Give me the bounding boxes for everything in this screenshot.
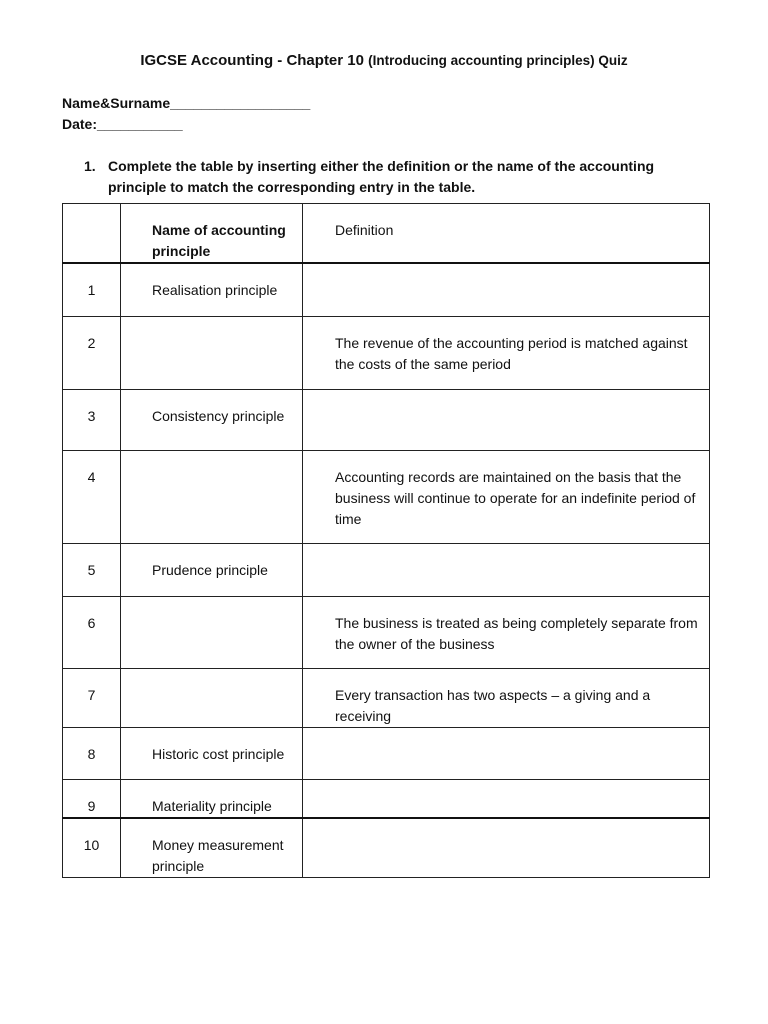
row-number: 1 (63, 263, 121, 316)
header-definition: Definition (303, 204, 710, 264)
row-name[interactable]: Prudence principle (121, 543, 303, 596)
page-title (0, 52, 768, 69)
table-row (63, 263, 710, 316)
row-number: 2 (63, 316, 121, 389)
header-name: Name of accounting principle (121, 204, 303, 264)
table-row (63, 316, 710, 389)
row-definition[interactable] (303, 779, 710, 818)
row-definition[interactable] (303, 543, 710, 596)
row-number: 4 (63, 450, 121, 543)
date-field[interactable]: Date:___________ (62, 116, 183, 132)
row-number: 7 (63, 668, 121, 727)
row-definition[interactable] (303, 818, 710, 878)
table-row (63, 818, 710, 878)
table-row (63, 389, 710, 450)
row-definition[interactable]: The revenue of the accounting period is matched against the costs of the same period (303, 316, 710, 389)
row-number: 8 (63, 727, 121, 779)
table-row (63, 596, 710, 668)
row-name[interactable]: Consistency principle (121, 389, 303, 450)
row-definition[interactable] (303, 389, 710, 450)
title-main: IGCSE Accounting - Chapter 10 (140, 52, 369, 69)
row-number: 9 (63, 779, 121, 818)
row-name[interactable] (121, 450, 303, 543)
table-row (63, 543, 710, 596)
title-subtitle: (Introducing accounting principles) (368, 53, 595, 68)
row-name[interactable]: Realisation principle (121, 263, 303, 316)
row-name[interactable] (121, 316, 303, 389)
row-name[interactable]: Materiality principle (121, 779, 303, 818)
table-header-row (63, 204, 710, 264)
table-row (63, 727, 710, 779)
question-1 (84, 156, 724, 198)
row-name[interactable]: Money measurement principle (121, 818, 303, 878)
row-number: 3 (63, 389, 121, 450)
row-definition[interactable] (303, 263, 710, 316)
row-definition[interactable] (303, 727, 710, 779)
table-row (63, 779, 710, 818)
row-definition[interactable]: The business is treated as being completely separate from the owner of the business (303, 596, 710, 668)
question-text-line2: principle to match the corresponding entry in the table. (108, 179, 476, 195)
table-row (63, 668, 710, 727)
title-end: Quiz (594, 53, 628, 68)
header-number (63, 204, 121, 264)
row-number: 6 (63, 596, 121, 668)
row-name[interactable]: Historic cost principle (121, 727, 303, 779)
row-definition[interactable]: Accounting records are maintained on the basis that the business will continue to operate for an indefinite period of time (303, 450, 710, 543)
question-number: 1. (84, 158, 96, 174)
name-field[interactable]: Name&Surname__________________ (62, 95, 311, 111)
row-name[interactable] (121, 668, 303, 727)
question-text-line1: Complete the table by inserting either the definition or the name of the accounting (108, 158, 655, 174)
principles-table (62, 203, 710, 878)
row-definition[interactable]: Every transaction has two aspects – a giving and a receiving (303, 668, 710, 727)
row-number: 10 (63, 818, 121, 878)
row-name[interactable] (121, 596, 303, 668)
table-row (63, 450, 710, 543)
row-number: 5 (63, 543, 121, 596)
